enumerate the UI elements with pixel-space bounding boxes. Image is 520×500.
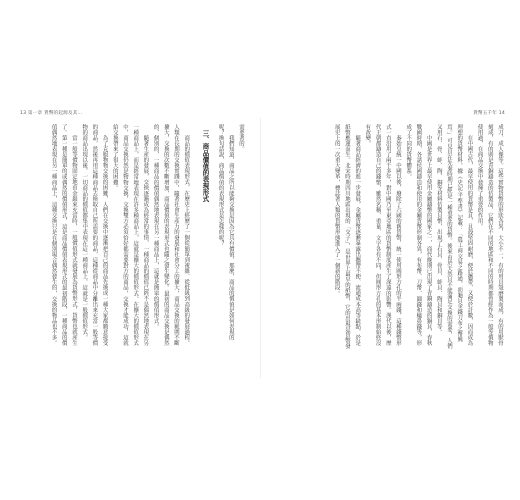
left-paragraph: 商品的價值表現形式，在歷史上經歷了一個從簡單到複雜、從低級到高級的發展過程。人類在長期的交換實踐中，隨著社會生產力的發展和社會分工的擴大，商品交換的範圍不斷擴大，交換的次數不斷增加，商品價值的表現形式也隨之發生變化。最初的商品交換是偶然的、個別的，一種商品的價值偶然地表現在另一種商品上，這就是簡單的價值形式。: [152, 124, 190, 346]
section-heading: 三、商品價值的表現形式: [201, 130, 210, 203]
left-running-header: 13 第一章 貨幣的起源及其…: [20, 111, 83, 116]
right-paragraph: 隨著商品經濟的進一步發展，金屬貨幣逐漸暴露出攜帶不便、流通成本高等缺點，於是紙幣應運而生。北宋時期四川地區出現的「交子」，是世界上最早的紙幣，它的出現是貨幣發展史上的一次重大變革，標誌著人類的貨幣形態進入了一個新的階段。: [333, 124, 361, 349]
left-page: [10, 110, 260, 390]
left-paragraph: 隨著生產的發展，交換逐漸成為經常的事情，一種商品的價值已經不是偶然地表現在另一種商品上，而是經常地表現在許多種商品上，這就是擴大的價值形式。在擴大的價值形式中，商品交換仍然是物物交換，交換雙方必須恰好都需要對方的商品，交換才能成功，這就給交換帶來了很大的困難。: [111, 124, 149, 346]
right-running-header: 貨幣五千年 14: [473, 111, 505, 116]
left-paragraph: 當一般等價物固定地由金銀來充當時，一般價值形式就發展為貨幣形式，貨幣也就產生了。第一種是簡單的或偶然的價值形式，這是商品價值表現形式的最初階段，一種商品的價值偶然地表現在另一種商品上，這種交換只是在個別場合偶然發生的，交換的物品也不多。: [50, 124, 77, 346]
right-paragraph: 中國是世界上最早使用金屬鑄幣的國家之一，商代晚期已出現了青銅鑄造的銅貝，春秋戰國時期，各諸侯國鑄造和使用的金屬貨幣形制各異，有布幣、刀幣、圜錢和蟻鼻錢等，形成了不同的貨幣體系。: [405, 124, 432, 346]
left-page-body: [20, 124, 246, 350]
left-paragraph: 為了克服物物交換的困難，人們在交換中逐漸把自己的商品先換成一種大家都願意接受的商品，然後再用這種商品去換取自己所需要的商品，這種從商品中分離出來充當一般等價物的商品出現以後，一切商品的價值都集中表現在這一種商品上，這就是一般價值形式。: [81, 124, 108, 346]
left-paragraph: 需要著的。: [238, 124, 244, 152]
right-paragraph: 成刀、成人像等。這些實物貨幣的形狀各異，大小不一，有的用貝殼磨製而成，有的用獸骨刻成，有的則是青銅鑄造的仿製品，它們在不同的地區和不同的時期都曾經作為一般等價物使用過，在商品交換中發揮了重要的作用。: [476, 124, 503, 346]
right-page: [263, 110, 513, 390]
left-paragraph: 我們知道，商品之所以能夠交換是因為它具有價值，那麼，商品的價值是如何表現的呢？換句話說，商品價值的表現形式是怎樣的呢？: [217, 124, 234, 341]
right-page-body: [273, 124, 505, 350]
right-paragraph: 秦始皇統一中國以後，廢除了六國的舊貨幣，統一使用圓形方孔的半兩錢，這種錢幣形式一直沿用了兩千多年，對中國乃至東亞地區的貨幣制度產生了深遠的影響。漢代以後，歷代王朝都鑄造自己的錢幣，雖然名稱、重量、文字各有不同，但圓形方孔的基本形制始終沒有改變。: [364, 124, 401, 346]
right-paragraph: 在中國古代，最早使用的貨幣是貝，貝殼堅固耐磨，便於攜帶，又便於計數，因而成為理想的貨幣材料。據《史記·平準書》記載：「農工商交易之路通，而龜貝金錢刀布之幣興焉。」可見貝在先秦時期已經是一種重要的貨幣。後來由於天然貝不能滿足交換的需要，人們又用石、骨、蚌、陶、銅等材料仿製貝幣，出現了石貝、骨貝、蚌貝、陶貝和銅貝等。: [435, 124, 473, 349]
